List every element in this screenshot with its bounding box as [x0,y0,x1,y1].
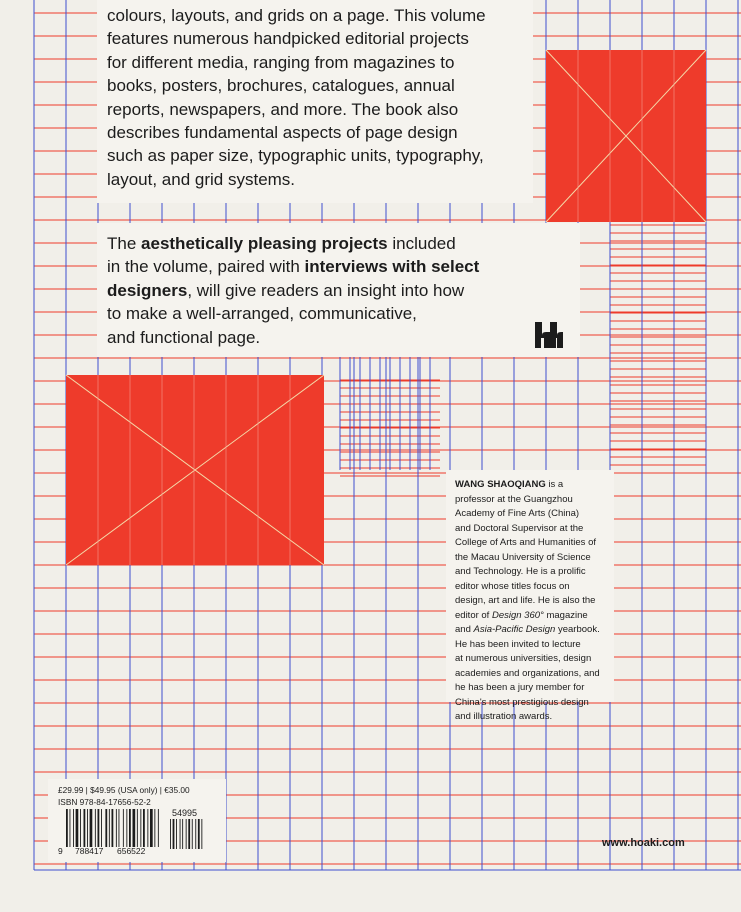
highlight-line: in the volume, paired with interviews with select [107,257,480,277]
intro-line: layout, and grid systems. [107,169,296,189]
emphasis: interviews with select [304,257,480,277]
publisher-website[interactable]: www.hoaki.com [602,837,685,849]
bio-line: at numerous universities, design [455,653,592,664]
magazine-title: Design 360° [491,609,544,621]
highlight-line: to make a well-arranged, communicative, [107,304,417,324]
intro-line: describes fundamental aspects of page design [107,123,458,143]
bio-line: and Asia-Pacific Design yearbook. [455,624,600,635]
emphasis: designers [107,280,188,300]
bio-line: professor at the Guangzhou [455,493,573,505]
isbn-barcode [58,807,208,857]
bio-line: editor of Design 360° magazine [455,609,588,621]
bio-line: academies and organizations, and [455,667,600,679]
red-box-left [66,375,324,565]
bio-line: and illustration awards. [455,711,553,722]
bio-line: he has been a jury member for [455,682,585,693]
bio-line: and Technology. He is a prolific [455,566,586,577]
barcode-addon: 54995 [172,808,198,818]
price-line: £29.99 | $49.95 (USA only) | €35.00 [58,785,190,795]
isbn-line: ISBN 978-84-17656-52-2 [58,796,151,807]
bio-line: and Doctoral Supervisor at the [455,522,584,534]
bio-line: China's most prestigious design [455,696,589,708]
author-bio [455,478,613,725]
highlight-line: designers, will give readers an insight into how [107,280,465,300]
author-name: WANG SHAOQIANG [455,479,546,490]
hoaki-logo-icon [531,320,565,348]
price-info [58,785,190,808]
bio-line: Academy of Fine Arts (China) [455,508,580,519]
highlight-line: and functional page. [107,327,261,347]
bio-line: editor whose titles focus on [455,580,570,592]
bio-line: He has been invited to lecture [455,638,581,650]
intro-line: colours, layouts, and grids on a page. This volume [107,6,486,25]
intro-line: such as paper size, typographic units, typography, [107,146,484,166]
barcode-digit: 9 [58,846,63,856]
intro-line: reports, newspapers, and more. The book also [107,99,459,119]
emphasis: aesthetically pleasing projects [141,234,388,253]
bio-line: College of Arts and Humanities of [455,537,596,548]
bio-line: WANG SHAOQIANG is a [455,479,564,490]
intro-line: features numerous handpicked editorial projects [107,29,469,49]
bio-line: the Macau University of Science [455,551,591,563]
highlight-paragraph [107,232,517,349]
intro-line: for different media, ranging from magazines to [107,52,455,72]
bio-line: design, art and life. He is also the [455,595,596,606]
intro-paragraph [107,4,517,191]
red-box-top-right [546,50,706,222]
intro-line: books, posters, brochures, catalogues, annual [107,76,455,96]
highlight-line: The aesthetically pleasing projects included [107,234,456,253]
yearbook-title: Asia-Pacific Design [473,624,556,635]
barcode-digits: 788417 [75,846,104,856]
barcode-digits: 656522 [117,846,146,856]
